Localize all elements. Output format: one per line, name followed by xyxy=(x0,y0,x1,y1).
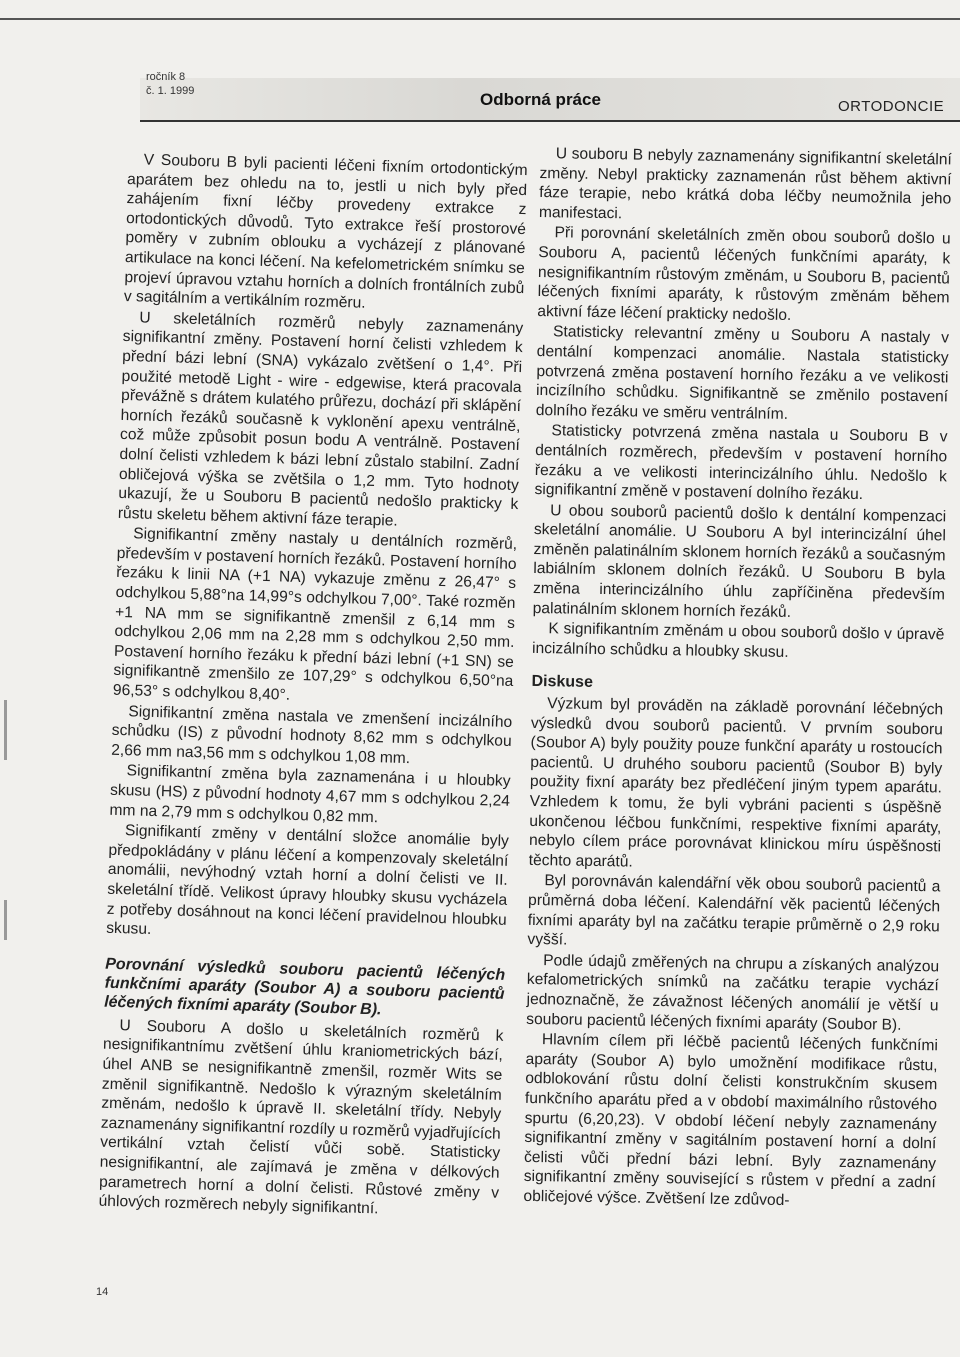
paragraph: Výzkum byl prováděn na základě porovnání léčebných výsledků dvou souborů pacientů. V prvním souboru (Soubor A) byly použity pouze funkční aparáty u rostoucích pacientů. U druhého souboru pacientů (Soubor B) byly použity fixní aparáty bez předléčení jiným typem aparátu. Vzhledem k tomu, že byli vybráni pacienti s úspěšně ukončenou léčbou funkčními, respektive fixními aparáty, nebylo cílem práce porovnávat klinickou míru úspěšnosti těchto aparátů. xyxy=(528,695,944,871)
left-column xyxy=(98,150,528,1223)
section-heading: Diskuse xyxy=(531,673,594,692)
header-issue: č. 1. 1999 xyxy=(146,85,195,97)
paragraph: Hlavním cílem při léčbě pacientů léčených funkčními aparáty (Soubor A) bylo umožnění modifikace růstu, odblokování růstu dolní čelisti konstrukčním skusem funkčního aparátu před a v období maximálního růstového spurtu (6,20,23). V období léčení nebyly zaznamenány signifikantní změny v sagitálním postavení horní a dolní čelisti vůči přední bázi lební. Byly zaznamenány signifikantní změny související s růstem v přední a zadní obličejové výšce. Zvětšení lze zdůvod- xyxy=(523,1031,939,1209)
header-section: ORTODONCIE xyxy=(838,98,945,115)
header-volume: ročník 8 xyxy=(146,71,186,83)
paragraph: Signifikantí změny v dentální složce anomálie byly předpokládány v plánu léčení a kompenzovaly skeletální anomálii, nevýhodný vztah horní a dolní čelisti ve II. skeletální třídě. Velikost úpravy hloubky skusu vycházela z potřeby dosáhnout na konci léčení pravidelnou hloubku skusu. xyxy=(106,822,510,939)
paragraph: Byl porovnáván kalendářní věk obou souborů pacientů a průměrná doba léčení. Kalendářní věk pacientů léčených fixními aparáty byl na začátku terapie průměrně o 2,9 roku vyšší. xyxy=(527,872,941,949)
paragraph: K signifikantním změnám u obou souborů došlo v úpravě incizálního schůdku a hloubky skusu. xyxy=(531,620,945,661)
top-rule xyxy=(0,18,960,20)
margin-mark xyxy=(4,900,7,940)
right-column xyxy=(523,144,952,1214)
paragraph: Podle údajů změřených na chrupu a získaných analýzou kefalometrických snímků na začátku terapie vychází jednoznačně, že závažnost léčených anomálií je větší u souboru pacientů léčených fixními aparáty (Soubor B). xyxy=(526,951,940,1034)
paragraph: Signifikantní změny nastaly u dentálních rozměrů, především v postavení horních řezáků. Postavení horního řezáku k linii NA (+1 NA) vykazuje změnu z 26,47° s odchylkou 5,88°na 14,99°s odchylkou 7,00°. Také rozměn +1 NA mm se signifikantně zmenšil z 6,14 mm s odchylkou 2,06 mm na 2,28 mm s odchylkou 2,50 mm. Postavení horního řezáku k přední bázi lební (+1 SN) se signifikantně zmenšilo ze 107,29° s odchylkou 6,50°na 96,53° s odchylkou 8,40°. xyxy=(112,525,518,704)
paragraph: Statisticky relevantní změny u Souboru A nastaly v dentální kompenzaci anomálie. Nastala statisticky potvrzená změna postavení horního řezáku a ve velikosti incizílního schůdku. Signifikantně se změnilo postavení dolního řezáku ve směru ventrálním. xyxy=(535,323,950,423)
paragraph: Statisticky potvrzená změna nastala u Souboru B v dentálních rozměrech, především v postavení horního řezáku a ve velikosti interincizálního úhlu. Nedošlo k signifikantní změně v postavení dolního řezáku. xyxy=(534,422,948,504)
paragraph: U skeletálních rozměrů nebyly zaznamenány signifikantní změny. Postavení horní čelisti vzhledem k přední bázi lební (SNA) vykázalo zvětšení o 1,4°. Při použité metodě Light - wire - edgewise, která pracovala převážně s drátem kulatého průřezu, dochází při sklápění horních řezáků současně k vyklonění apexu ventrálně, což může způsobit posun bodu A ventrálně. Postavení dolní čelisti vzhledem k bázi lební zůstalo stabilní. Zadní obličejová výška se zvětšila o 1,2 mm. Tyto hodnoty ukazují, že u Souboru B pacientů nedošlo prakticky k růstu skeletu během aktivní fáze terapie. xyxy=(117,309,524,530)
paragraph: Signifikantní změna byla zaznamenána i u hloubky skusu (HS) z původní hodnoty 4,67 mm s odchylkou 2,24 mm na 2,79 mm s odchylkou 0,82 mm. xyxy=(109,762,511,826)
paragraph: U obou souborů pacientů došlo k dentální kompenzaci skeletální anomálie. U Souboru A byl interincizální úhel změněn palatinálním sklonem horních řezáků a současným labiálním sklonem dolních řezáků. U Souboru B byla změna interincizálního úhlu zapříčiněna především palatinálním sklonem horních řezáků. xyxy=(532,501,947,621)
paragraph: Signifikantní změna nastala ve zmenšení incizálního schůdku (IS) z původní hodnoty 8,62 mm s odchylkou 2,66 mm na3,56 mm s odchylkou 1,08 mm. xyxy=(111,702,513,767)
paragraph: V Souboru B byli pacienti léčeni fixním ortodontickým aparátem bez ohledu na to, jestli u nich byly před zahájením fixní léčby provedeny extrakce z ortodontických důvodů. Tyto extrakce řeší prostorové poměry v zubním oblouku a vycházejí z plánované artikulace na konci léčení. Na kefelometrickém snímku se projeví úpravou vztahu horních a dolních frontálních zubů v sagitálním a vertikálním rozměru. xyxy=(123,151,528,312)
paragraph: U souboru B nebyly zaznamenány signifikantní skeletální změny. Nebyl prakticky zaznamenán růst během aktivní fáze terapie, nebo krátká doba léčby neumožnila jeho manifestaci. xyxy=(538,145,952,223)
section-heading: Porovnání výsledků souboru pacientů léčených funkčními aparáty (Soubor A) a souboru pacientů léčených fixními aparáty (Soubor B). xyxy=(103,955,506,1019)
header-volume-issue xyxy=(146,70,194,98)
margin-mark xyxy=(4,700,7,760)
page-number: 14 xyxy=(96,1286,109,1298)
paragraph: Při porovnání skeletálních změn obou souborů došlo u Souboru A, pacientů léčených funkčními aparáty, k nesignifikantním růstovým změnám, u Souboru B, pacientů léčených fixními aparáty, k růstovým změnám během aktivní fáze léčení prakticky nedošlo. xyxy=(537,224,951,324)
paragraph: U Souboru A došlo u skeletálních rozměrů k nesignifikantnímu zvětšení úhlu kraniometrických bází, úhel ANB se nesignifikantně zmenšil, rozměr Wits se změnil signifikantně. Nedošlo k výrazným skeletálním změnám, nedošlo k úpravě II. skeletální třídy. Nebyly zaznamenány signifikantní rozdíly u rozměrů vyjadřujících vertikální vztah čelistí vůči sobě. Statisticky nesignifikantní, ale zajímavá je změna v délkových parametrech horní a dolní čelisti. Růstové změny v úhlových rozměrech nebyly signifikantní. xyxy=(98,1016,504,1218)
header-title: Odborná práce xyxy=(480,90,601,109)
